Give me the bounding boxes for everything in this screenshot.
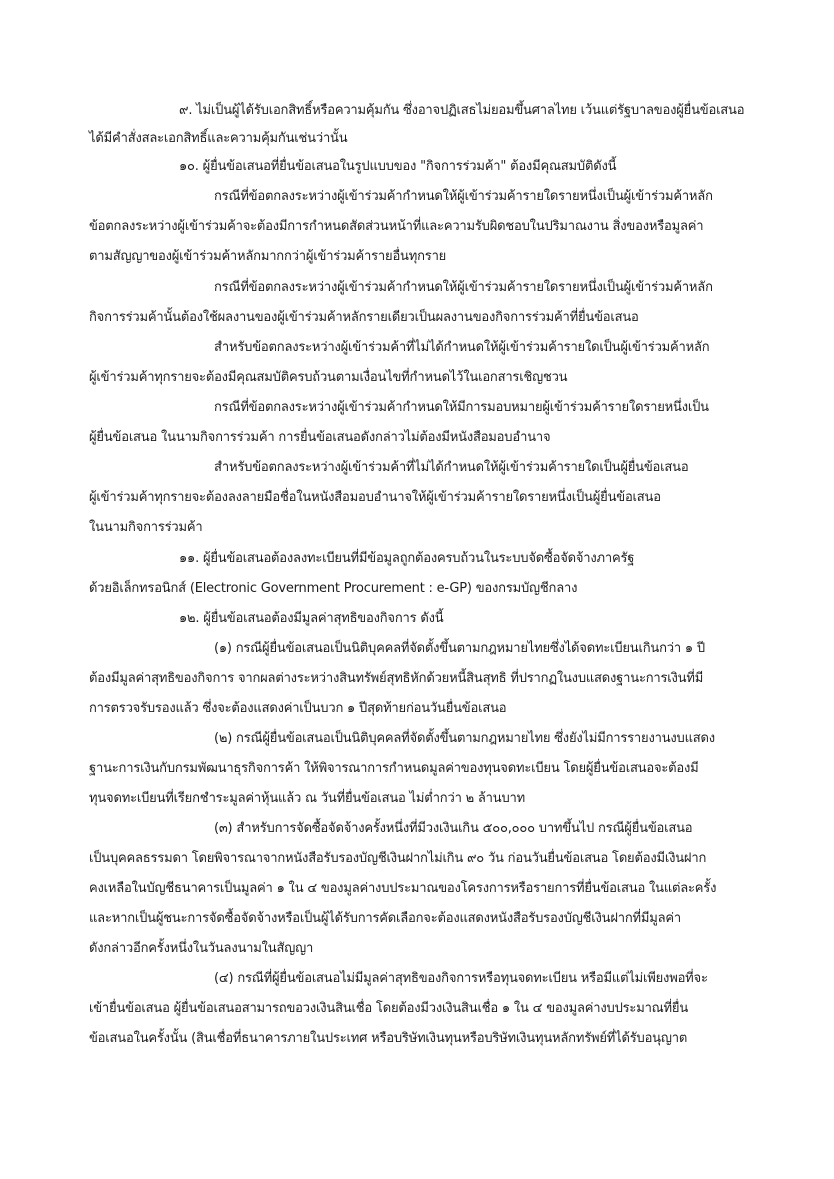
clause-12-4-line-1: (๔) กรณีที่ผู้ยื่นข้อเสนอไม่มีมูลค่าสุทธิของกิจการหรือทุนจดทะเบียน หรือมีแต่ไม่เพียงพอที่จะ (214, 971, 708, 986)
clause-9-line-1: ๙. ไม่เป็นผู้ได้รับเอกสิทธิ์หรือความคุ้มกัน ซึ่งอาจปฏิเสธไม่ยอมขึ้นศาลไทย เว้นแต่รัฐบาลของผู้ยื่นข้อเสนอ (179, 103, 745, 118)
clause-12-1-line-1: (๑) กรณีผู้ยื่นข้อเสนอเป็นนิติบุคคลที่จัดตั้งขึ้นตามกฎหมายไทยซึ่งได้จดทะเบียนเกินกว่า ๑ ปี (214, 641, 705, 656)
jv-para-1-line-1: กรณีที่ข้อตกลงระหว่างผู้เข้าร่วมค้ากำหนดให้ผู้เข้าร่วมค้ารายใดรายหนึ่งเป็นผู้เข้าร่วมค้าหลัก (214, 189, 713, 204)
clause-11-line-1: ๑๑. ผู้ยื่นข้อเสนอต้องลงทะเบียนที่มีข้อมูลถูกต้องครบถ้วนในระบบจัดซื้อจัดจ้างภาครัฐ (179, 551, 635, 566)
clause-12-1-line-2: ต้องมีมูลค่าสุทธิของกิจการ จากผลต่างระหว่างสินทรัพย์สุทธิหักด้วยหนี้สินสุทธิ ที่ปรากฏในงบแสดงฐานะการเงินที่มี (89, 671, 704, 686)
clause-12-4-line-3: ข้อเสนอในครั้งนั้น (สินเชื่อที่ธนาคารภายในประเทศ หรือบริษัทเงินทุนหรือบริษัทเงินทุนหลักทรัพย์ที่ได้รับอนุญาต (89, 1031, 688, 1046)
jv-para-5-line-3: ในนามกิจการร่วมค้า (89, 520, 203, 535)
clause-12-3-line-1: (๓) สำหรับการจัดซื้อจัดจ้างครั้งหนึ่งที่มีวงเงินเกิน ๕๐๐,๐๐๐ บาทขึ้นไป กรณีผู้ยื่นข้อเสนอ (214, 821, 693, 836)
clause-12-2-line-1: (๒) กรณีผู้ยื่นข้อเสนอเป็นนิติบุคคลที่จัดตั้งขึ้นตามกฎหมายไทย ซึ่งยังไม่มีการรายงานงบแสดง (214, 731, 715, 746)
clause-12-3-line-4: และหากเป็นผู้ชนะการจัดซื้อจัดจ้างหรือเป็นผู้ได้รับการคัดเลือกจะต้องแสดงหนังสือรับรองบัญชีเงินฝากที่มีมูลค่า (89, 911, 681, 926)
clause-12-2-line-2: ฐานะการเงินกับกรมพัฒนาธุรกิจการค้า ให้พิจารณาการกำหนดมูลค่าของทุนจดทะเบียน โดยผู้ยื่นข้อเสนอจะต้องมี (89, 761, 699, 776)
clause-11-line-2: ด้วยอิเล็กทรอนิกส์ (Electronic Government Procurement : e-GP) ของกรมบัญชีกลาง (89, 581, 578, 596)
jv-para-4-line-2: ผู้ยื่นข้อเสนอ ในนามกิจการร่วมค้า การยื่นข้อเสนอดังกล่าวไม่ต้องมีหนังสือมอบอำนาจ (89, 430, 551, 445)
clause-12-3-line-2: เป็นบุคคลธรรมดา โดยพิจารณาจากหนังสือรับรองบัญชีเงินฝากไม่เกิน ๙๐ วัน ก่อนวันยื่นข้อเสนอ โดยต้องมีเงินฝาก (89, 851, 707, 866)
jv-para-4-line-1: กรณีที่ข้อตกลงระหว่างผู้เข้าร่วมค้ากำหนดให้มีการมอบหมายผู้เข้าร่วมค้ารายใดรายหนึ่งเป็น (214, 400, 709, 415)
clause-12-2-line-3: ทุนจดทะเบียนที่เรียกชำระมูลค่าหุ้นแล้ว ณ วันที่ยื่นข้อเสนอ ไม่ต่ำกว่า ๒ ล้านบาท (89, 791, 525, 806)
clause-12-1-line-3: การตรวจรับรองแล้ว ซึ่งจะต้องแสดงค่าเป็นบวก ๑ ปีสุดท้ายก่อนวันยื่นข้อเสนอ (89, 701, 507, 716)
jv-para-1-line-3: ตามสัญญาของผู้เข้าร่วมค้าหลักมากกว่าผู้เข้าร่วมค้ารายอื่นทุกราย (89, 249, 447, 264)
clause-12-3-line-3: คงเหลือในบัญชีธนาคารเป็นมูลค่า ๑ ใน ๔ ของมูลค่างบประมาณของโครงการหรือรายการที่ยื่นข้อเสนอ ในแต่ละครั้ง (89, 881, 717, 896)
clause-10-heading: ๑๐. ผู้ยื่นข้อเสนอที่ยื่นข้อเสนอในรูปแบบของ "กิจการร่วมค้า" ต้องมีคุณสมบัติดังนี้ (179, 159, 617, 174)
clause-9-line-2: ได้มีคำสั่งสละเอกสิทธิ์และความคุ้มกันเช่นว่านั้น (89, 131, 348, 146)
jv-para-2-line-1: กรณีที่ข้อตกลงระหว่างผู้เข้าร่วมค้ากำหนดให้ผู้เข้าร่วมค้ารายใดรายหนึ่งเป็นผู้เข้าร่วมค้าหลัก (214, 280, 713, 295)
clause-12-3-line-5: ดังกล่าวอีกครั้งหนึ่งในวันลงนามในสัญญา (89, 941, 314, 956)
jv-para-1-line-2: ข้อตกลงระหว่างผู้เข้าร่วมค้าจะต้องมีการกำหนดสัดส่วนหน้าที่และความรับผิดชอบในปริมาณงาน สิ่งของหรือมูลค่า (89, 219, 704, 234)
clause-12-4-line-2: เข้ายื่นข้อเสนอ ผู้ยื่นข้อเสนอสามารถขอวงเงินสินเชื่อ โดยต้องมีวงเงินสินเชื่อ ๑ ใน ๔ ของมูลค่างบประมาณที่ยื่น (89, 1001, 689, 1016)
jv-para-2-line-2: กิจการร่วมค้านั้นต้องใช้ผลงานของผู้เข้าร่วมค้าหลักรายเดียวเป็นผลงานของกิจการร่วมค้าที่ยื่นข้อเสนอ (89, 310, 639, 325)
clause-12-heading: ๑๒. ผู้ยื่นข้อเสนอต้องมีมูลค่าสุทธิของกิจการ ดังนี้ (179, 611, 444, 626)
jv-para-5-line-2: ผู้เข้าร่วมค้าทุกรายจะต้องลงลายมือชื่อในหนังสือมอบอำนาจให้ผู้เข้าร่วมค้ารายใดรายหนึ่งเป็นผู้ยื่นข้อเสนอ (89, 490, 661, 505)
jv-para-3-line-1: สำหรับข้อตกลงระหว่างผู้เข้าร่วมค้าที่ไม่ได้กำหนดให้ผู้เข้าร่วมค้ารายใดเป็นผู้เข้าร่วมค้าหลัก (214, 340, 710, 355)
jv-para-3-line-2: ผู้เข้าร่วมค้าทุกรายจะต้องมีคุณสมบัติครบถ้วนตามเงื่อนไขที่กำหนดไว้ในเอกสารเชิญชวน (89, 370, 568, 385)
jv-para-5-line-1: สำหรับข้อตกลงระหว่างผู้เข้าร่วมค้าที่ไม่ได้กำหนดให้ผู้เข้าร่วมค้ารายใดเป็นผู้ยื่นข้อเสนอ (214, 460, 689, 475)
